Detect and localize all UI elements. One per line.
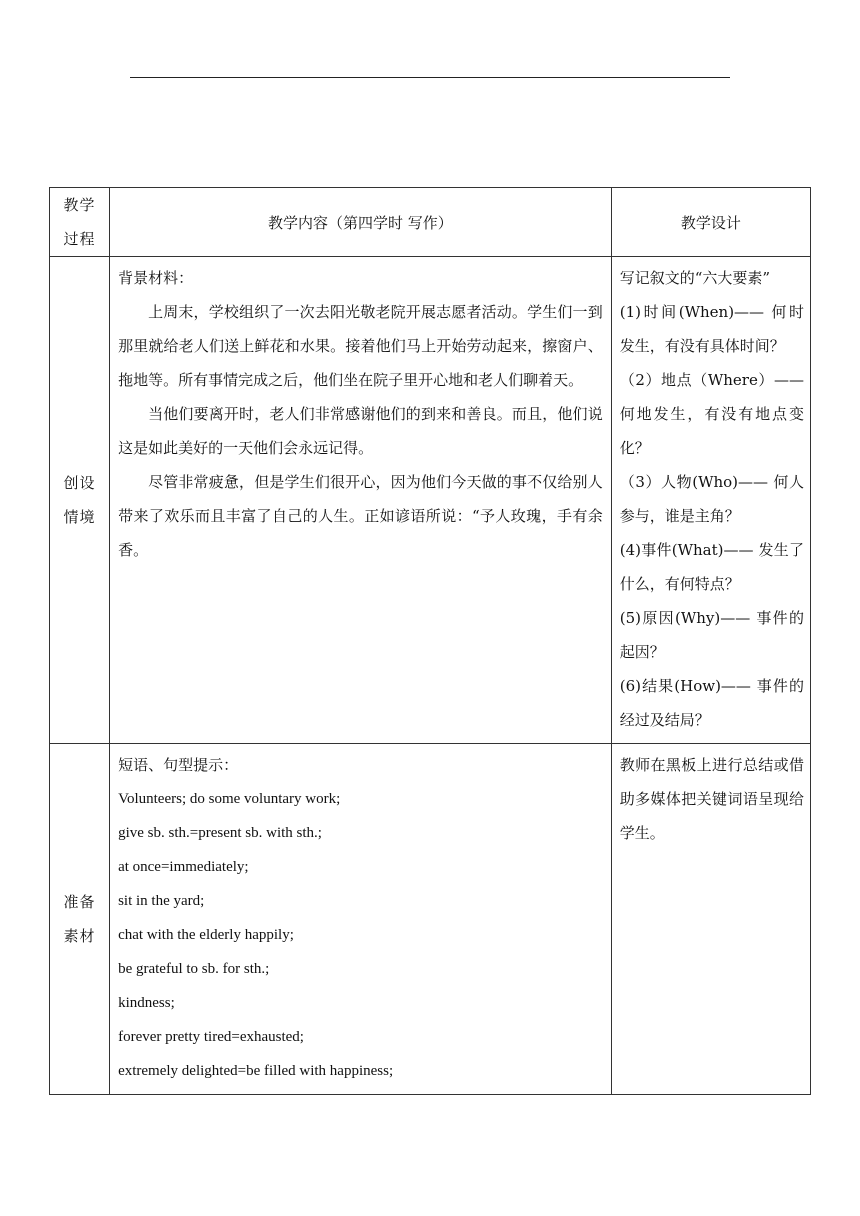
phrase-line: chat with the elderly happily; xyxy=(118,927,294,943)
stage-label-line-1: 准备 xyxy=(63,893,96,911)
six-elements-item-3: （3）人物(Who)—— 何人参与，谁是主角？ xyxy=(619,473,804,525)
table-row xyxy=(50,744,811,1095)
background-paragraph-1: 上周末，学校组织了一次去阳光敬老院开展志愿者活动。学生们一到那里就给老人们送上鲜花和水果。接着他们马上开始劳动起来，擦窗户、拖地等。所有事情完成之后，他们坐在院子里开心地和老人们聊着天。 xyxy=(118,303,603,389)
header-process-line-1: 教学 xyxy=(63,196,96,214)
background-label: 背景材料： xyxy=(118,269,194,287)
stage-label-line-2: 情境 xyxy=(63,508,96,526)
stage-cell-scenario xyxy=(50,257,110,744)
design-cell-six-elements xyxy=(611,257,810,744)
header-process-line-2: 过程 xyxy=(63,230,96,248)
background-paragraph-2: 当他们要离开时，老人们非常感谢他们的到来和善良。而且，他们说这是如此美好的一天他们会永远记得。 xyxy=(118,405,603,457)
phrase-line: forever pretty tired=exhausted; xyxy=(118,1029,304,1045)
phrase-line: Volunteers; do some voluntary work; xyxy=(118,791,341,807)
six-elements-item-5: (5)原因(Why)—— 事件的起因？ xyxy=(619,609,804,661)
design-cell-teacher xyxy=(611,744,810,1095)
lesson-plan-table xyxy=(49,187,811,1095)
content-cell-phrases xyxy=(110,744,612,1095)
table-row xyxy=(50,257,811,744)
six-elements-item-6: (6)结果(How)—— 事件的经过及结局？ xyxy=(619,677,804,729)
phrase-line: give sb. sth.=present sb. with sth.; xyxy=(118,825,322,841)
phrase-line: extremely delighted=be filled with happiness; xyxy=(118,1063,394,1079)
phrase-line: be grateful to sb. for sth.; xyxy=(118,961,270,977)
header-process-cell xyxy=(50,188,110,257)
stage-cell-materials xyxy=(50,744,110,1095)
teacher-design-text: 教师在黑板上进行总结或借助多媒体把关键词语呈现给学生。 xyxy=(619,756,804,842)
content-cell-background xyxy=(110,257,612,744)
six-elements-title: 写记叙文的“六大要素” xyxy=(619,269,771,287)
phrase-line: kindness; xyxy=(118,995,175,1011)
six-elements-item-2: （2）地点（Where）——何地发生，有没有地点变化？ xyxy=(619,371,804,457)
phrase-line: at once=immediately; xyxy=(118,859,249,875)
header-rule xyxy=(130,77,730,78)
phrase-line: sit in the yard; xyxy=(118,893,205,909)
header-design-cell: 教学设计 xyxy=(611,188,810,257)
stage-label-line-1: 创设 xyxy=(63,474,96,492)
six-elements-item-4: (4)事件(What)—— 发生了什么，有何特点？ xyxy=(619,541,804,593)
background-paragraph-3: 尽管非常疲惫，但是学生们很开心，因为他们今天做的事不仅给别人带来了欢乐而且丰富了自己的人生。正如谚语所说：“予人玫瑰，手有余香。 xyxy=(118,473,603,559)
six-elements-item-1: (1)时间(When)—— 何时发生，有没有具体时间？ xyxy=(619,303,804,355)
stage-label-line-2: 素材 xyxy=(63,927,96,945)
header-content-cell: 教学内容（第四学时 写作） xyxy=(110,188,612,257)
phrases-label: 短语、句型提示： xyxy=(118,756,239,774)
table-header-row xyxy=(50,188,811,257)
